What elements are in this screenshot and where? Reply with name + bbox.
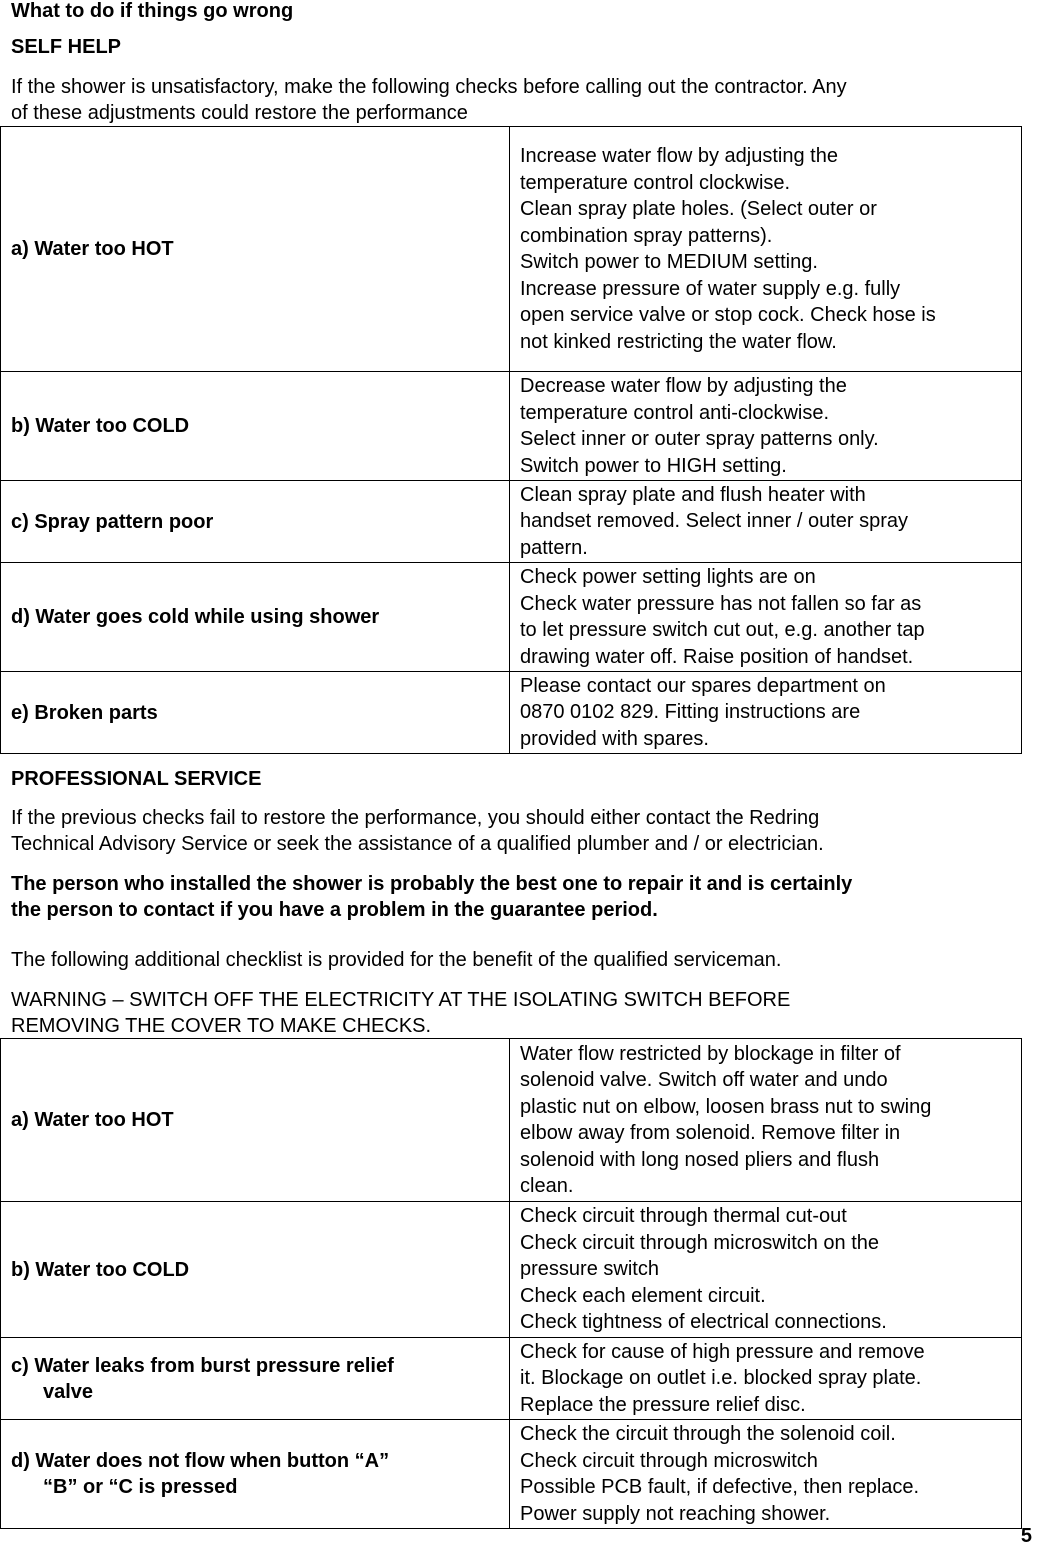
- remedy-line: combination spray patterns).: [520, 224, 773, 247]
- remedy-line: to let pressure switch cut out, e.g. another tap: [520, 619, 925, 641]
- professional-service-title: PROFESSIONAL SERVICE: [11, 768, 262, 790]
- remedy-line: Check circuit through microswitch: [520, 1449, 818, 1472]
- remedy-cell: [510, 1420, 1022, 1529]
- problem-text: e) Broken parts: [11, 701, 158, 724]
- remedy-cell: [510, 1338, 1022, 1420]
- problem-text: d) Water goes cold while using shower: [11, 606, 380, 628]
- remedy-line: pattern.: [520, 536, 588, 559]
- remedy-line: Switch power to HIGH setting.: [520, 454, 787, 477]
- remedy-cell: [510, 1039, 1022, 1202]
- table-row: [1, 672, 1022, 754]
- table-row: [1, 1420, 1022, 1529]
- remedy-cell: [510, 127, 1022, 372]
- remedy-cell: [510, 672, 1022, 754]
- problem-cell: [1, 1202, 510, 1338]
- remedy-line: Increase water flow by adjusting the: [520, 145, 838, 167]
- remedy-line: Increase pressure of water supply e.g. fully: [520, 277, 901, 300]
- remedy-line: Switch power to MEDIUM setting.: [520, 251, 818, 273]
- table-row: [1, 1202, 1022, 1338]
- problem-text: c) Spray pattern poor: [11, 510, 214, 533]
- remedy-cell: [510, 1202, 1022, 1338]
- self-help-title: SELF HELP: [11, 36, 122, 58]
- remedy-cell: [510, 563, 1022, 672]
- remedy-line: clean.: [520, 1175, 574, 1197]
- professional-para-line-1: If the previous checks fail to restore the performance, you should either contact the Redring: [11, 807, 820, 829]
- remedy-line: Check tightness of electrical connections.: [520, 1311, 887, 1334]
- problem-cell: [1, 672, 510, 754]
- remedy-line: Check the circuit through the solenoid coil.: [520, 1423, 896, 1445]
- remedy-line: solenoid with long nosed pliers and flush: [520, 1148, 880, 1171]
- remedy-line: provided with spares.: [520, 727, 709, 750]
- remedy-line: Clean spray plate holes. (Select outer or: [520, 198, 877, 220]
- problem-text: b) Water too COLD: [11, 415, 190, 437]
- remedy-cell: [510, 481, 1022, 563]
- problem-cell: [1, 1338, 510, 1420]
- problem-text: d) Water does not flow when button “A”: [11, 1450, 390, 1472]
- self-help-intro-line-1: If the shower is unsatisfactory, make the following checks before calling out the contractor. Any: [11, 76, 847, 98]
- remedy-line: not kinked restricting the water flow.: [520, 330, 837, 353]
- remedy-line: Possible PCB fault, if defective, then replace.: [520, 1476, 920, 1498]
- remedy-line: Decrease water flow by adjusting the: [520, 375, 847, 397]
- remedy-line: Water flow restricted by blockage in filter of: [520, 1042, 901, 1065]
- self-help-intro-line-2: of these adjustments could restore the performance: [11, 102, 468, 124]
- page-number: 5: [1020, 1525, 1032, 1547]
- problem-text: a) Water too HOT: [11, 238, 174, 260]
- remedy-line: Power supply not reaching shower.: [520, 1502, 831, 1525]
- warning-line-2: REMOVING THE COVER TO MAKE CHECKS.: [11, 1015, 432, 1037]
- remedy-line: Check circuit through microswitch on the: [520, 1231, 880, 1254]
- remedy-line: Clean spray plate and flush heater with: [520, 483, 866, 506]
- remedy-line: Check each element circuit.: [520, 1284, 766, 1307]
- remedy-cell: [510, 372, 1022, 481]
- problem-text: b) Water too COLD: [11, 1258, 190, 1281]
- professional-checklist-table: [0, 1038, 1022, 1529]
- table-row: [1, 1338, 1022, 1420]
- remedy-line: handset removed. Select inner / outer spray: [520, 510, 908, 533]
- remedy-line: Replace the pressure relief disc.: [520, 1393, 806, 1416]
- problem-text: valve: [43, 1380, 94, 1403]
- remedy-line: 0870 0102 829. Fitting instructions are: [520, 701, 861, 724]
- remedy-line: it. Blockage on outlet i.e. blocked spray plate.: [520, 1367, 922, 1390]
- problem-cell: [1, 127, 510, 372]
- self-help-table: [0, 126, 1022, 754]
- remedy-line: temperature control anti-clockwise.: [520, 401, 830, 424]
- table-row: [1, 127, 1022, 372]
- problem-cell: [1, 372, 510, 481]
- remedy-line: Check water pressure has not fallen so far as: [520, 592, 922, 615]
- table-row: [1, 1039, 1022, 1202]
- remedy-line: elbow away from solenoid. Remove filter in: [520, 1122, 901, 1144]
- remedy-line: temperature control clockwise.: [520, 171, 791, 194]
- installer-note-line-2: the person to contact if you have a problem in the guarantee period.: [11, 899, 658, 921]
- remedy-line: Check circuit through thermal cut-out: [520, 1205, 847, 1228]
- remedy-line: plastic nut on elbow, loosen brass nut to swing: [520, 1095, 932, 1118]
- professional-para-line-2: Technical Advisory Service or seek the assistance of a qualified plumber and / or electrician.: [11, 833, 824, 855]
- problem-text: c) Water leaks from burst pressure relief: [11, 1354, 394, 1377]
- remedy-line: Check power setting lights are on: [520, 566, 816, 588]
- remedy-line: drawing water off. Raise position of handset.: [520, 645, 914, 668]
- table-row: [1, 372, 1022, 481]
- problem-cell: [1, 481, 510, 563]
- remedy-line: Please contact our spares department on: [520, 674, 886, 697]
- remedy-line: Check for cause of high pressure and remove: [520, 1340, 925, 1363]
- remedy-line: pressure switch: [520, 1258, 659, 1281]
- problem-cell: [1, 1039, 510, 1202]
- table-row: [1, 481, 1022, 563]
- checklist-intro: The following additional checklist is provided for the benefit of the qualified serviceman.: [11, 949, 782, 971]
- problem-cell: [1, 563, 510, 672]
- remedy-line: solenoid valve. Switch off water and undo: [520, 1069, 888, 1091]
- problem-cell: [1, 1420, 510, 1529]
- warning-line-1: WARNING – SWITCH OFF THE ELECTRICITY AT THE ISOLATING SWITCH BEFORE: [11, 989, 791, 1011]
- installer-note-line-1: The person who installed the shower is probably the best one to repair it and is certainly: [11, 873, 853, 895]
- table-row: [1, 563, 1022, 672]
- page-heading: What to do if things go wrong: [11, 0, 294, 22]
- problem-text: “B” or “C is pressed: [43, 1476, 238, 1498]
- remedy-line: open service valve or stop cock. Check hose is: [520, 304, 936, 326]
- problem-text: a) Water too HOT: [11, 1109, 174, 1131]
- remedy-line: Select inner or outer spray patterns only.: [520, 428, 879, 450]
